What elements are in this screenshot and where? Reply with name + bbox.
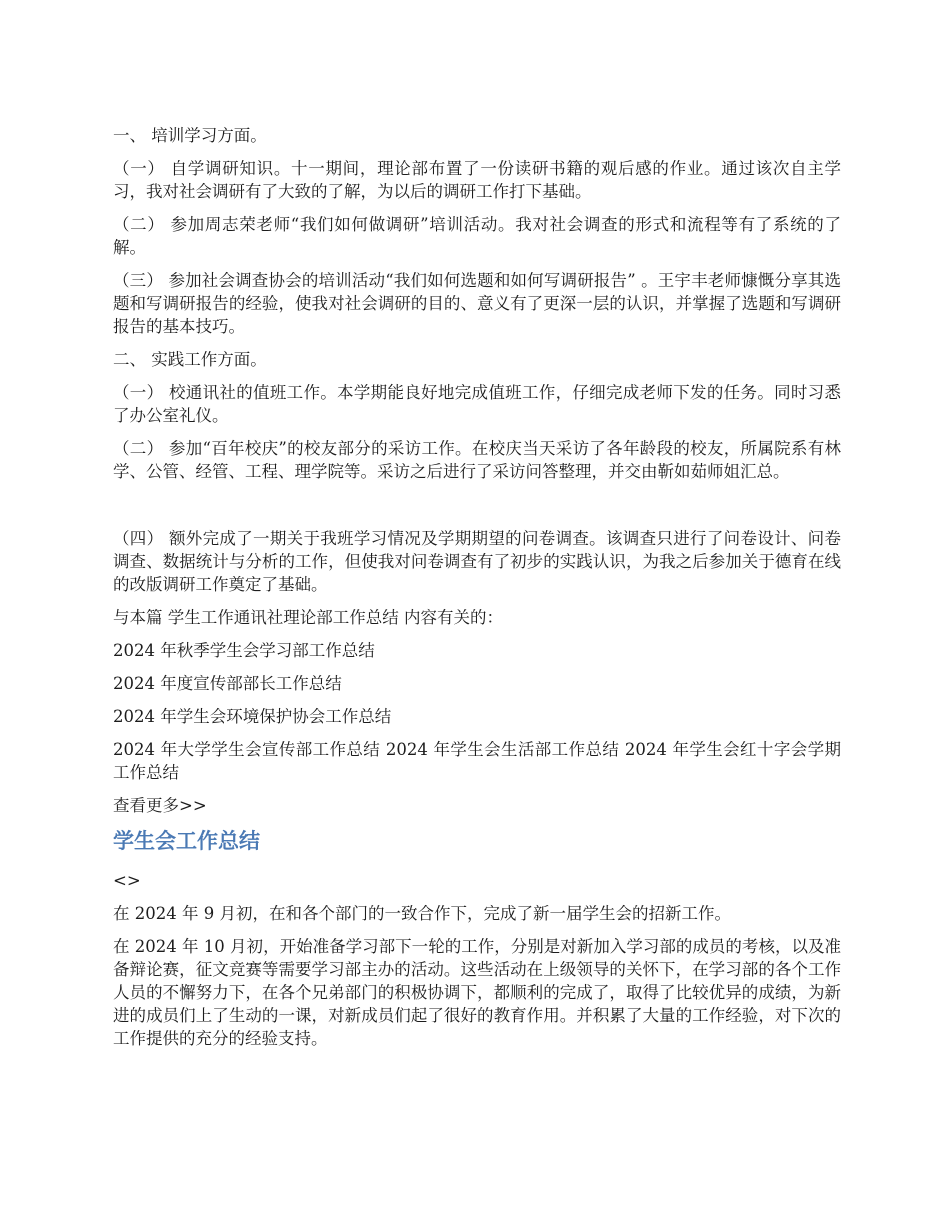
paragraph-topic-training: （三） 参加社会调查协会的培训活动“我们如何选题和如何写调研报告” 。王宇丰老师慷慨分享其选题和写调研报告的经验，使我对社会调研的目的、意义有了更深一层的认识，并掌握了选题和写调研报告的基本技巧。 (113, 271, 841, 336)
document-body (113, 124, 841, 1060)
related-intro: 与本篇 学生工作通讯社理论部工作总结 内容有关的： (113, 608, 503, 627)
related-link-2[interactable]: 2024 年度宣传部部长工作总结 (113, 674, 342, 693)
article-marker: <> (113, 871, 141, 890)
article-title: 学生会工作总结 (113, 829, 260, 853)
paragraph-survey-work: （四） 额外完成了一期关于我班学习情况及学期期望的问卷调查。该调查只进行了问卷设计、问卷调查、数据统计与分析的工作，但使我对问卷调查有了初步的实践认识，为我之后参加关于德育在线的改版调研工作奠定了基础。 (113, 529, 841, 594)
article-paragraph-1: 在 2024 年 9 月初，在和各个部门的一致合作下，完成了新一届学生会的招新工作。 (113, 904, 731, 923)
paragraph-self-study: （一） 自学调研知识。十一期间，理论部布置了一份读研书籍的观后感的作业。通过该次自主学习，我对社会调研有了大致的了解，为以后的调研工作打下基础。 (113, 159, 841, 201)
article-paragraph-2: 在 2024 年 10 月初，开始准备学习部下一轮的工作，分别是对新加入学习部的成员的考核，以及准备辩论赛，征文竞赛等需要学习部主办的活动。这些活动在上级领导的关怀下，在学习部的各个工作人员的不懈努力下，在各个兄弟部门的积极协调下，都顺利的完成了，取得了比较优异的成绩，为新进的成员们上了生动的一课，对新成员们起了很好的教育作用。并积累了大量的工作经验，对下次的工作提供的充分的经验支持。 (113, 937, 841, 1048)
section-heading-training: 一、 培训学习方面。 (113, 126, 267, 145)
related-link-4[interactable]: 2024 年大学学生会宣传部工作总结 2024 年学生会生活部工作总结 2024 年学生会红十字会学期工作总结 (113, 740, 841, 782)
paragraph-research-training: （二） 参加周志荣老师“我们如何做调研”培训活动。我对社会调查的形式和流程等有了系统的了解。 (113, 215, 841, 257)
view-more-link[interactable]: 查看更多>> (113, 796, 207, 815)
related-link-1[interactable]: 2024 年秋季学生会学习部工作总结 (113, 641, 375, 660)
paragraph-duty-work: （一） 校通讯社的值班工作。本学期能良好地完成值班工作，仔细完成老师下发的任务。同时习悉了办公室礼仪。 (113, 383, 841, 425)
section-heading-practice: 二、 实践工作方面。 (113, 350, 267, 369)
paragraph-interview-work: （二） 参加“百年校庆”的校友部分的采访工作。在校庆当天采访了各年龄段的校友，所属院系有林学、公管、经管、工程、理学院等。采访之后进行了采访问答整理，并交由靳如茹师姐汇总。 (113, 439, 841, 481)
related-link-3[interactable]: 2024 年学生会环境保护协会工作总结 (113, 707, 392, 726)
